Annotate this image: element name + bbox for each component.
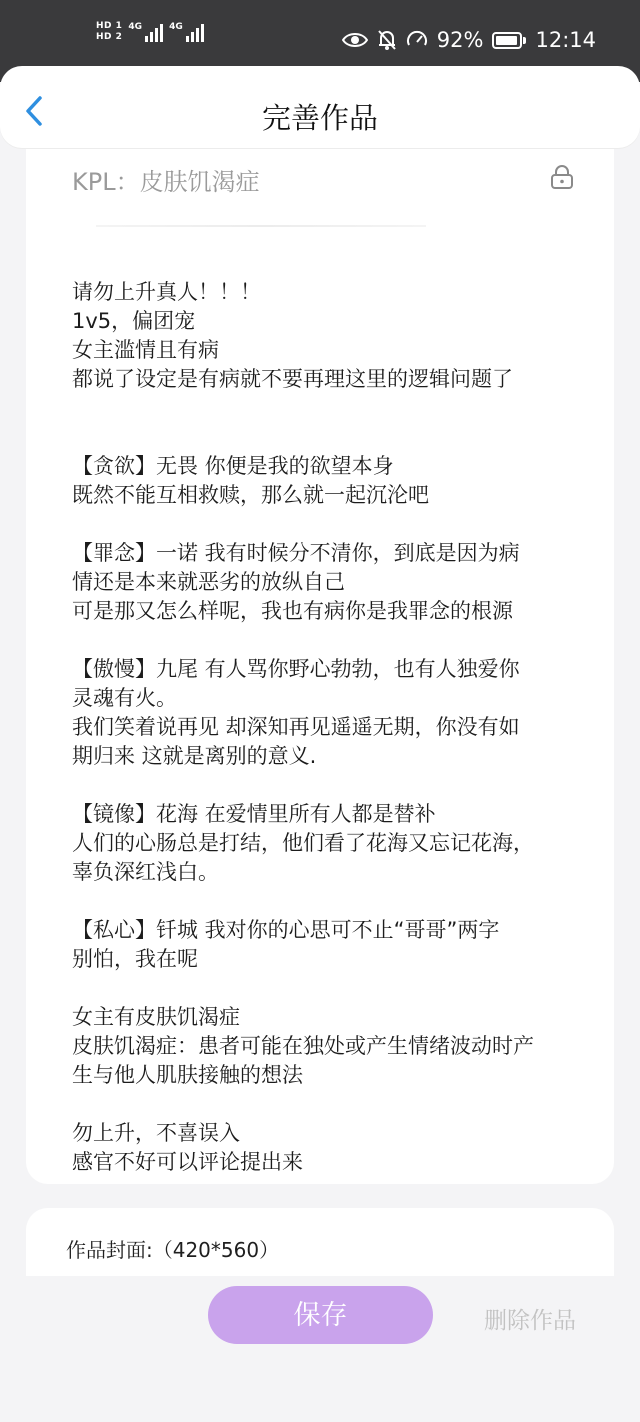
sim1-signal [128, 22, 163, 42]
work-title: KPL：皮肤饥渴症 [72, 168, 260, 196]
content-line: 【贪欲】无畏 你便是我的欲望本身 [72, 454, 394, 478]
battery-percent: 92% [436, 28, 484, 52]
page-title: 完善作品 [261, 101, 378, 135]
save-button[interactable]: 保存 [208, 1286, 433, 1344]
navigation-bar [0, 66, 640, 148]
hd-badge-1: HD 1 [96, 21, 123, 31]
content-line: 【罪念】一诺 我有时候分不清你，到底是因为病 [72, 541, 520, 565]
battery-icon [492, 32, 526, 49]
content-line: 生与他人肌肤接触的想法 [72, 1063, 303, 1087]
content-line: 请勿上升真人！！！ [72, 280, 261, 304]
title-divider [96, 225, 426, 227]
eye-icon [342, 31, 368, 49]
content-line: 灵魂有火。 [72, 686, 177, 710]
content-line: 既然不能互相救赎，那么就一起沉沦吧 [72, 483, 429, 507]
content-line: 1v5，偏团宠 [72, 309, 196, 333]
network-type-1: 4G [128, 22, 143, 32]
content-line [72, 1090, 592, 1119]
content-line: 辜负深红浅白。 [72, 860, 219, 884]
content-line [72, 974, 592, 1003]
lock-icon[interactable] [549, 164, 575, 190]
content-line: 感官不好可以评论提出来 [72, 1150, 303, 1174]
delete-work-button[interactable]: 删除作品 [484, 1308, 576, 1334]
content-line [72, 423, 592, 452]
content-line: 【私心】钎城 我对你的心思可不止“哥哥”两字 [72, 918, 500, 942]
content-line: 可是那又怎么样呢，我也有病你是我罪念的根源 [72, 599, 513, 623]
content-line: 都说了设定是有病就不要再理这里的逻辑问题了 [72, 367, 513, 391]
content-line: 我们笑着说再见 却深知再见遥遥无期，你没有如 [72, 715, 520, 739]
cover-section [26, 1208, 614, 1276]
signal-bars-icon [145, 22, 163, 42]
content-line: 勿上升，不喜误入 [72, 1121, 240, 1145]
cover-label: 作品封面:（420*560） [66, 1238, 280, 1262]
content-line [72, 394, 592, 423]
content-line: 【镜像】花海 在爱情里所有人都是替补 [72, 802, 436, 826]
bell-muted-icon [377, 29, 397, 51]
content-line: 皮肤饥渴症：患者可能在独处或产生情绪波动时产 [72, 1034, 534, 1058]
signal-bars-icon [186, 22, 204, 42]
content-line [72, 510, 592, 539]
sim2-signal [169, 22, 204, 42]
hd-badge-2: HD 2 [96, 32, 123, 42]
content-line [72, 887, 592, 916]
hd-badges [96, 22, 122, 42]
clock: 12:14 [535, 28, 596, 52]
content-line: 女主滥情且有病 [72, 338, 219, 362]
speed-gauge-icon [406, 29, 428, 51]
signal-indicators [96, 22, 204, 42]
work-detail-card [26, 148, 614, 1184]
content-line: 期归来 这就是离别的意义. [72, 744, 317, 768]
content-line [72, 626, 592, 655]
content-line: 人们的心肠总是打结，他们看了花海又忘记花海， [72, 831, 534, 855]
work-description[interactable] [72, 278, 592, 1177]
content-line [72, 771, 592, 800]
content-line: 【傲慢】九尾 有人骂你野心勃勃，也有人独爱你 [72, 657, 520, 681]
network-type-2: 4G [169, 22, 183, 32]
content-line: 别怕，我在呢 [72, 947, 198, 971]
content-line: 情还是本来就恶劣的放纵自己 [72, 570, 345, 594]
content-line: 女主有皮肤饥渴症 [72, 1005, 240, 1029]
system-indicators [342, 28, 596, 52]
